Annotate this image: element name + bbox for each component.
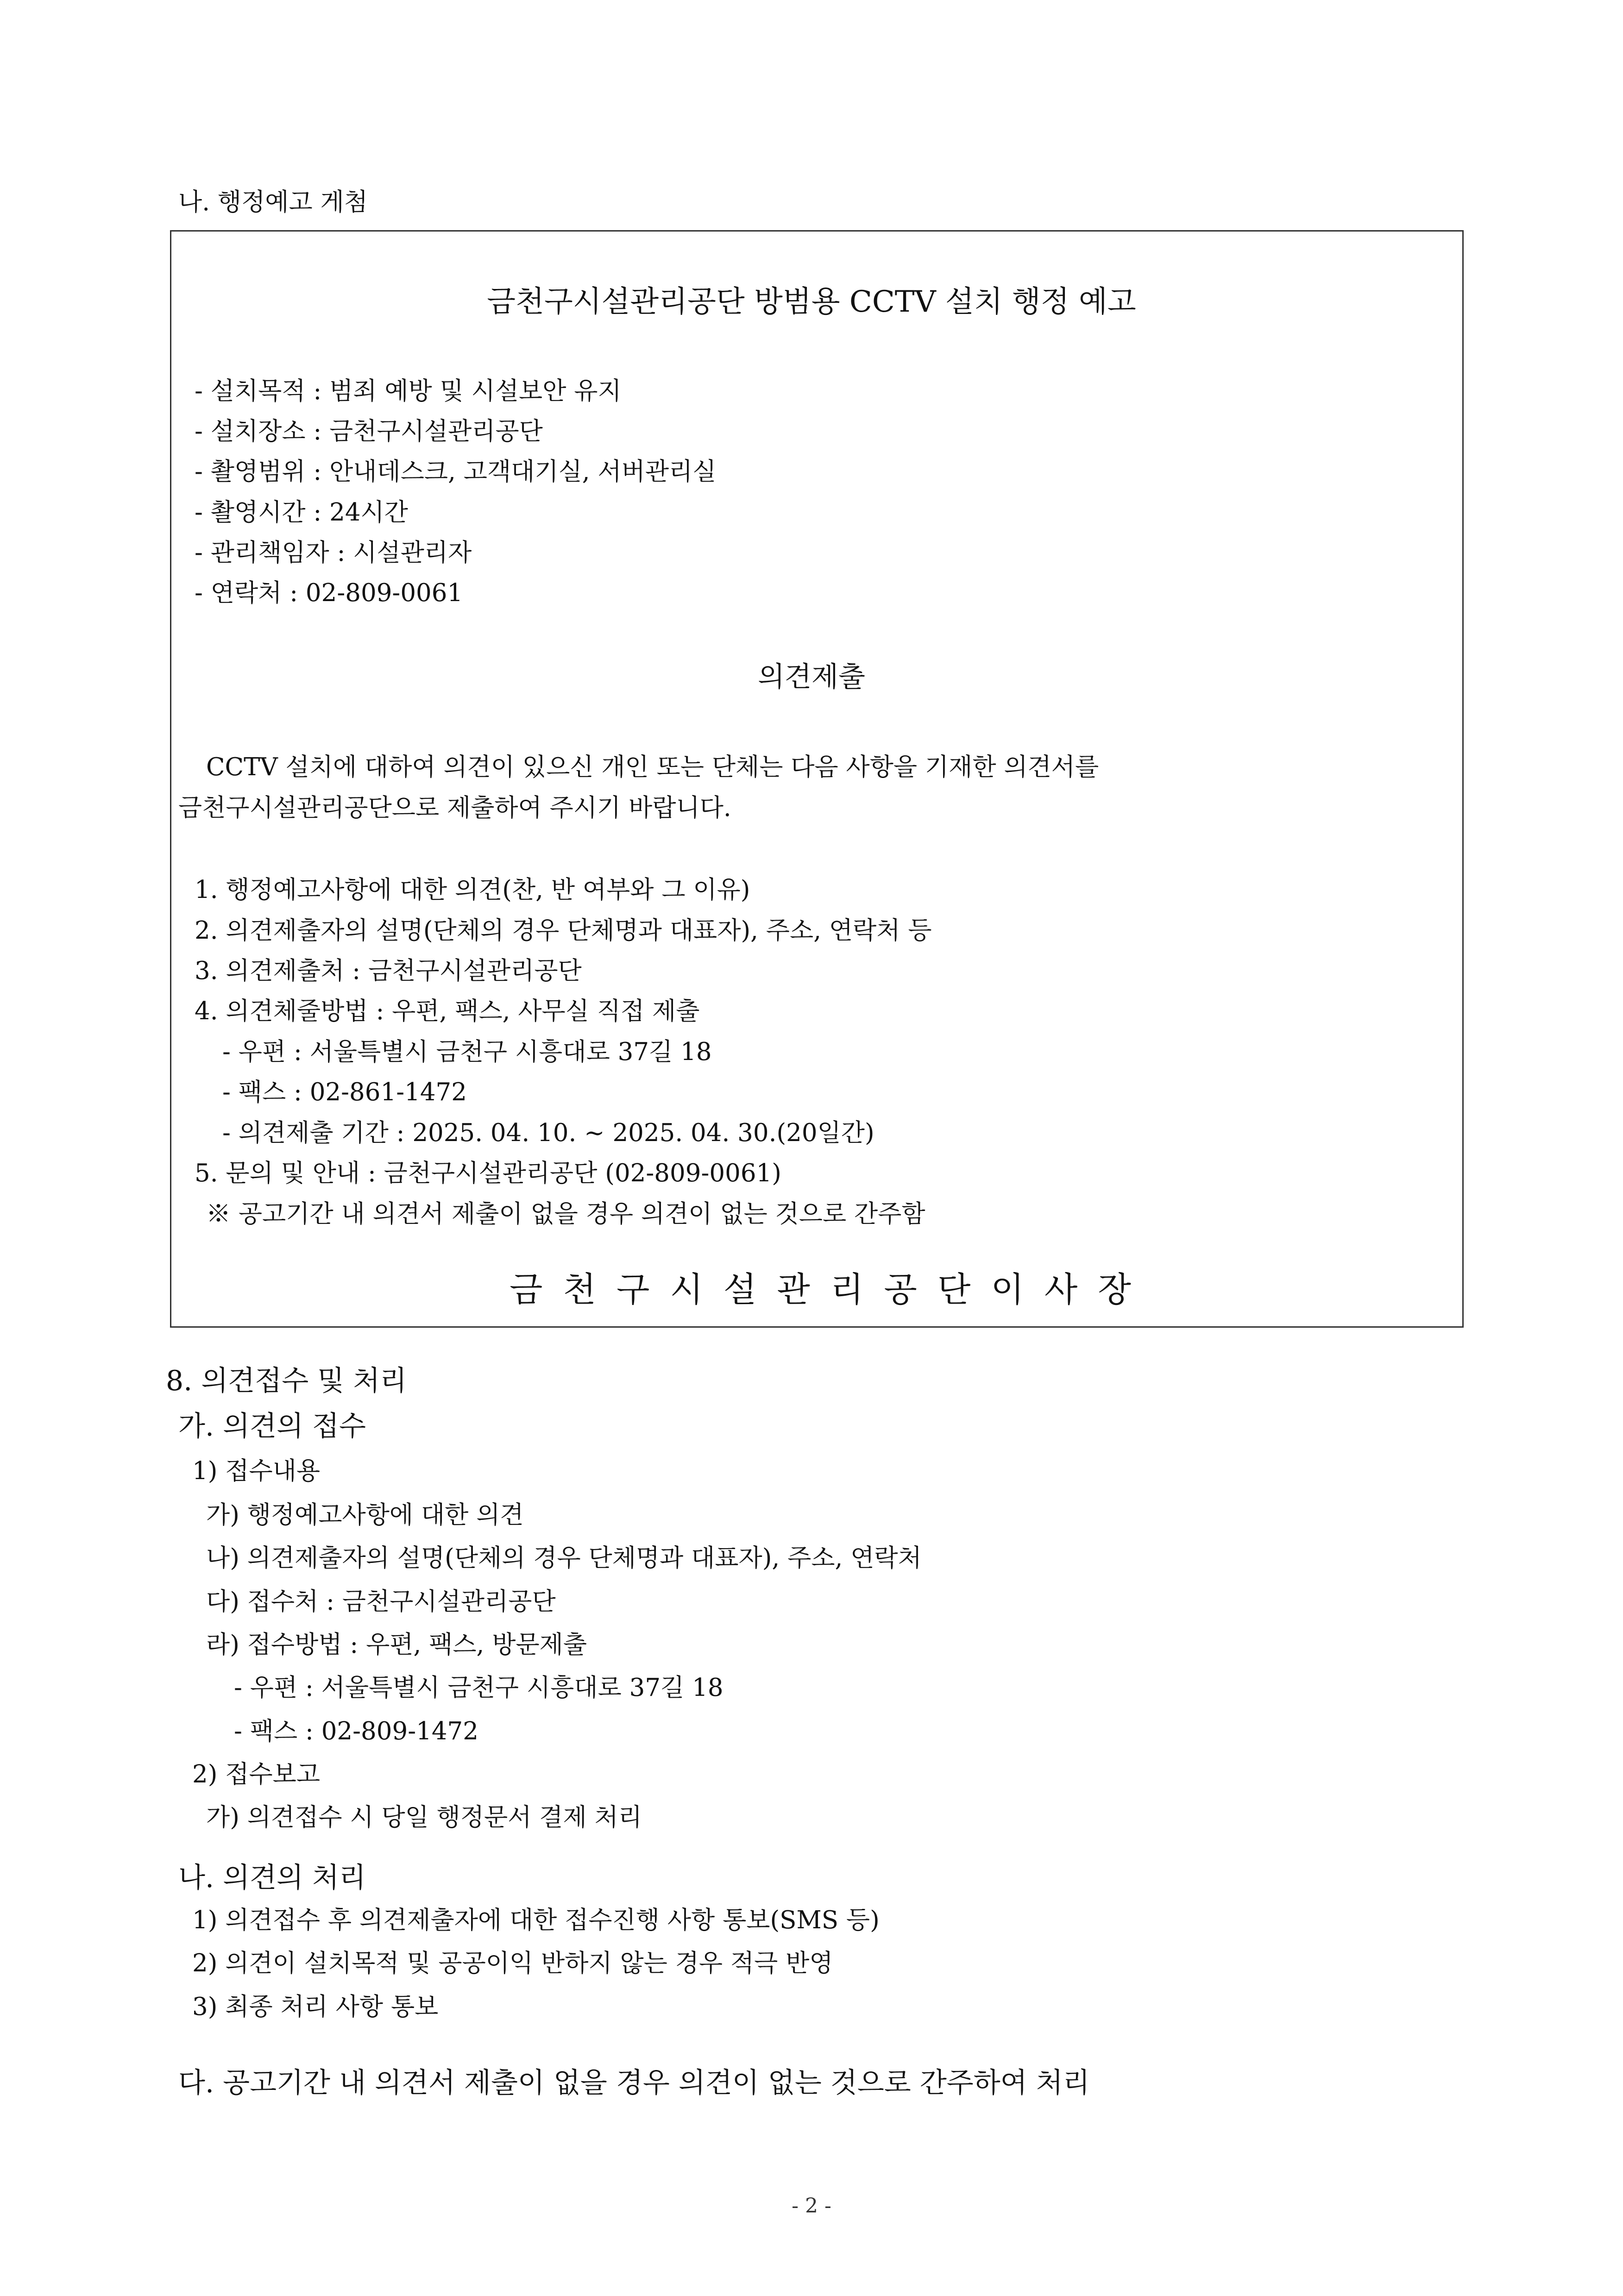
- notice-intro-line2: 금천구시설관리공단으로 제출하여 주시기 바랍니다.: [178, 794, 731, 822]
- notice-sub-item: - 의견제출 기간 : 2025. 04. 10. ~ 2025. 04. 30.(20일간): [222, 1119, 874, 1147]
- notice-numbered-item: 1. 행정예고사항에 대한 의견(찬, 반 여부와 그 이유): [195, 876, 750, 904]
- processing-item: 2) 의견이 설치목적 및 공공이익 반하지 않는 경우 적극 반영: [192, 1949, 833, 1977]
- notice-item: - 설치목적 : 범죄 예방 및 시설보안 유지: [195, 377, 622, 405]
- page-number: - 2 -: [792, 2194, 831, 2218]
- section-heading-na: 나. 행정예고 게첨: [178, 188, 368, 216]
- processing-item: 3) 최종 처리 사항 통보: [192, 1993, 439, 2021]
- section8-na-heading: 나. 의견의 처리: [178, 1862, 366, 1894]
- receipt-item: 다) 접수처 : 금천구시설관리공단: [206, 1587, 556, 1616]
- notice-numbered-item: 5. 문의 및 안내 : 금천구시설관리공단 (02-809-0061): [195, 1159, 781, 1187]
- notice-item: - 관리책임자 : 시설관리자: [195, 539, 472, 567]
- section8-heading: 8. 의견접수 및 처리: [166, 1365, 407, 1397]
- notice-item: - 촬영시간 : 24시간: [195, 498, 408, 527]
- notice-title: 금천구시설관리공단 방범용 CCTV 설치 행정 예고: [487, 285, 1136, 319]
- notice-item: - 설치장소 : 금천구시설관리공단: [195, 417, 543, 445]
- receipt-sub-item: - 팩스 : 02-809-1472: [234, 1717, 479, 1745]
- receipt-item: 가) 행정예고사항에 대한 의견: [206, 1501, 524, 1529]
- notice-sub-item: - 우편 : 서울특별시 금천구 시흥대로 37길 18: [222, 1038, 712, 1066]
- notice-intro-line1: CCTV 설치에 대하여 의견이 있으신 개인 또는 단체는 다음 사항을 기재한 의견서를: [206, 753, 1099, 781]
- receipt-item: 라) 접수방법 : 우편, 팩스, 방문제출: [206, 1631, 587, 1659]
- notice-numbered-item: 4. 의견체줄방법 : 우편, 팩스, 사무실 직접 제출: [195, 997, 700, 1025]
- notice-item: - 촬영범위 : 안내데스크, 고객대기실, 서버관리실: [195, 458, 717, 486]
- opinion-heading: 의견제출: [758, 661, 865, 693]
- section8-da: 다. 공고기간 내 의견서 제출이 없을 경우 의견이 없는 것으로 간주하여 처리: [178, 2067, 1090, 2099]
- receipt-item: 나) 의견제출자의 설명(단체의 경우 단체명과 대표자), 주소, 연락처: [206, 1544, 922, 1572]
- notice-item: - 연락처 : 02-809-0061: [195, 579, 463, 607]
- notice-numbered-item: 3. 의견제출처 : 금천구시설관리공단: [195, 957, 582, 985]
- notice-sub-item: - 팩스 : 02-861-1472: [222, 1078, 467, 1106]
- receipt-contents-heading: 1) 접수내용: [192, 1457, 321, 1485]
- notice-note: ※ 공고기간 내 의견서 제출이 없을 경우 의견이 없는 것으로 간주함: [206, 1200, 925, 1228]
- receipt-sub-item: - 우편 : 서울특별시 금천구 시흥대로 37길 18: [234, 1674, 723, 1702]
- receipt-report-heading: 2) 접수보고: [192, 1760, 321, 1788]
- notice-numbered-item: 2. 의견제출자의 설명(단체의 경우 단체명과 대표자), 주소, 연락처 등: [195, 916, 932, 945]
- section8-ga-heading: 가. 의견의 접수: [178, 1410, 366, 1443]
- notice-signature: 금천구시설관리공단이사장: [510, 1270, 1151, 1310]
- receipt-report-item: 가) 의견접수 시 당일 행정문서 결제 처리: [206, 1803, 642, 1832]
- processing-item: 1) 의견접수 후 의견제출자에 대한 접수진행 사항 통보(SMS 등): [192, 1906, 880, 1934]
